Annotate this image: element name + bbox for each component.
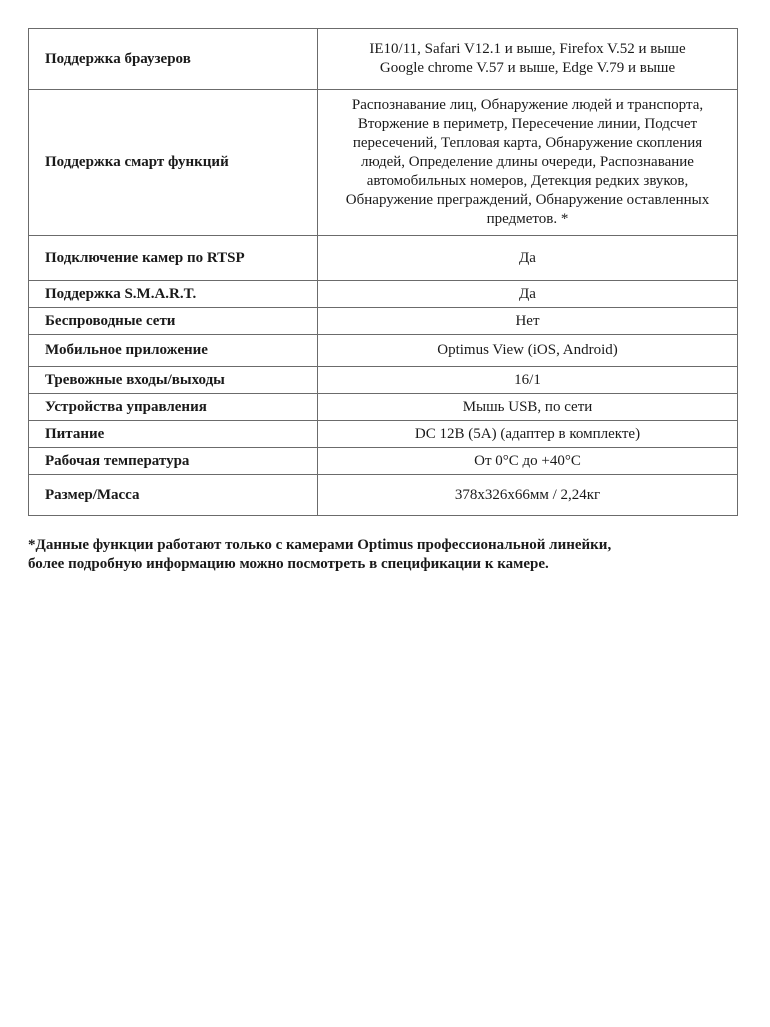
table-row bbox=[29, 367, 738, 394]
value-line: предметов. * bbox=[486, 211, 569, 227]
row-value: Да bbox=[318, 236, 738, 281]
value-line: Распознавание лиц, Обнаружение людей и транспорта, bbox=[351, 97, 704, 113]
row-label: Поддержка S.M.A.R.T. bbox=[29, 281, 318, 308]
row-value: 378х326х66мм / 2,24кг bbox=[318, 475, 738, 516]
table-row bbox=[29, 448, 738, 475]
row-label: Подключение камер по RTSP bbox=[29, 236, 318, 281]
row-value: Optimus View (iOS, Android) bbox=[318, 335, 738, 367]
row-value: Да bbox=[318, 281, 738, 308]
table-row bbox=[29, 90, 738, 236]
footnote-line: *Данные функции работают только с камерами Optimus профессиональной линейки, bbox=[28, 537, 612, 553]
table-row bbox=[29, 421, 738, 448]
table-row bbox=[29, 394, 738, 421]
row-label: Поддержка смарт функций bbox=[29, 90, 318, 236]
row-label: Тревожные входы/выходы bbox=[29, 367, 318, 394]
row-label: Рабочая температура bbox=[29, 448, 318, 475]
row-value: Мышь USB, по сети bbox=[318, 394, 738, 421]
row-value: От 0°С до +40°С bbox=[318, 448, 738, 475]
table-row bbox=[29, 475, 738, 516]
table-row bbox=[29, 308, 738, 335]
row-value bbox=[318, 29, 738, 90]
row-label: Беспроводные сети bbox=[29, 308, 318, 335]
row-label: Мобильное приложение bbox=[29, 335, 318, 367]
value-line: людей, Определение длины очереди, Распознавание bbox=[361, 154, 694, 170]
footnote-line: более подробную информацию можно посмотреть в спецификации к камере. bbox=[28, 556, 549, 572]
row-value bbox=[318, 90, 738, 236]
value-line: IE10/11, Safari V12.1 и выше, Firefox V.52 и выше bbox=[369, 41, 686, 57]
row-label: Размер/Масса bbox=[29, 475, 318, 516]
row-label: Поддержка браузеров bbox=[29, 29, 318, 90]
footnote bbox=[28, 536, 740, 574]
row-value: 16/1 bbox=[318, 367, 738, 394]
row-label: Устройства управления bbox=[29, 394, 318, 421]
table-row bbox=[29, 335, 738, 367]
value-line: пересечений, Тепловая карта, Обнаружение скопления bbox=[352, 135, 703, 151]
value-line: Обнаружение преграждений, Обнаружение оставленных bbox=[345, 192, 710, 208]
value-line: Вторжение в периметр, Пересечение линии, Подсчет bbox=[357, 116, 698, 132]
row-value: Нет bbox=[318, 308, 738, 335]
table-row bbox=[29, 29, 738, 90]
spec-table bbox=[28, 28, 738, 516]
table-row bbox=[29, 281, 738, 308]
value-line: автомобильных номеров, Детекция редких звуков, bbox=[366, 173, 689, 189]
row-value: DC 12В (5А) (адаптер в комплекте) bbox=[318, 421, 738, 448]
table-row bbox=[29, 236, 738, 281]
value-line: Google chrome V.57 и выше, Edge V.79 и выше bbox=[379, 60, 676, 76]
row-label: Питание bbox=[29, 421, 318, 448]
